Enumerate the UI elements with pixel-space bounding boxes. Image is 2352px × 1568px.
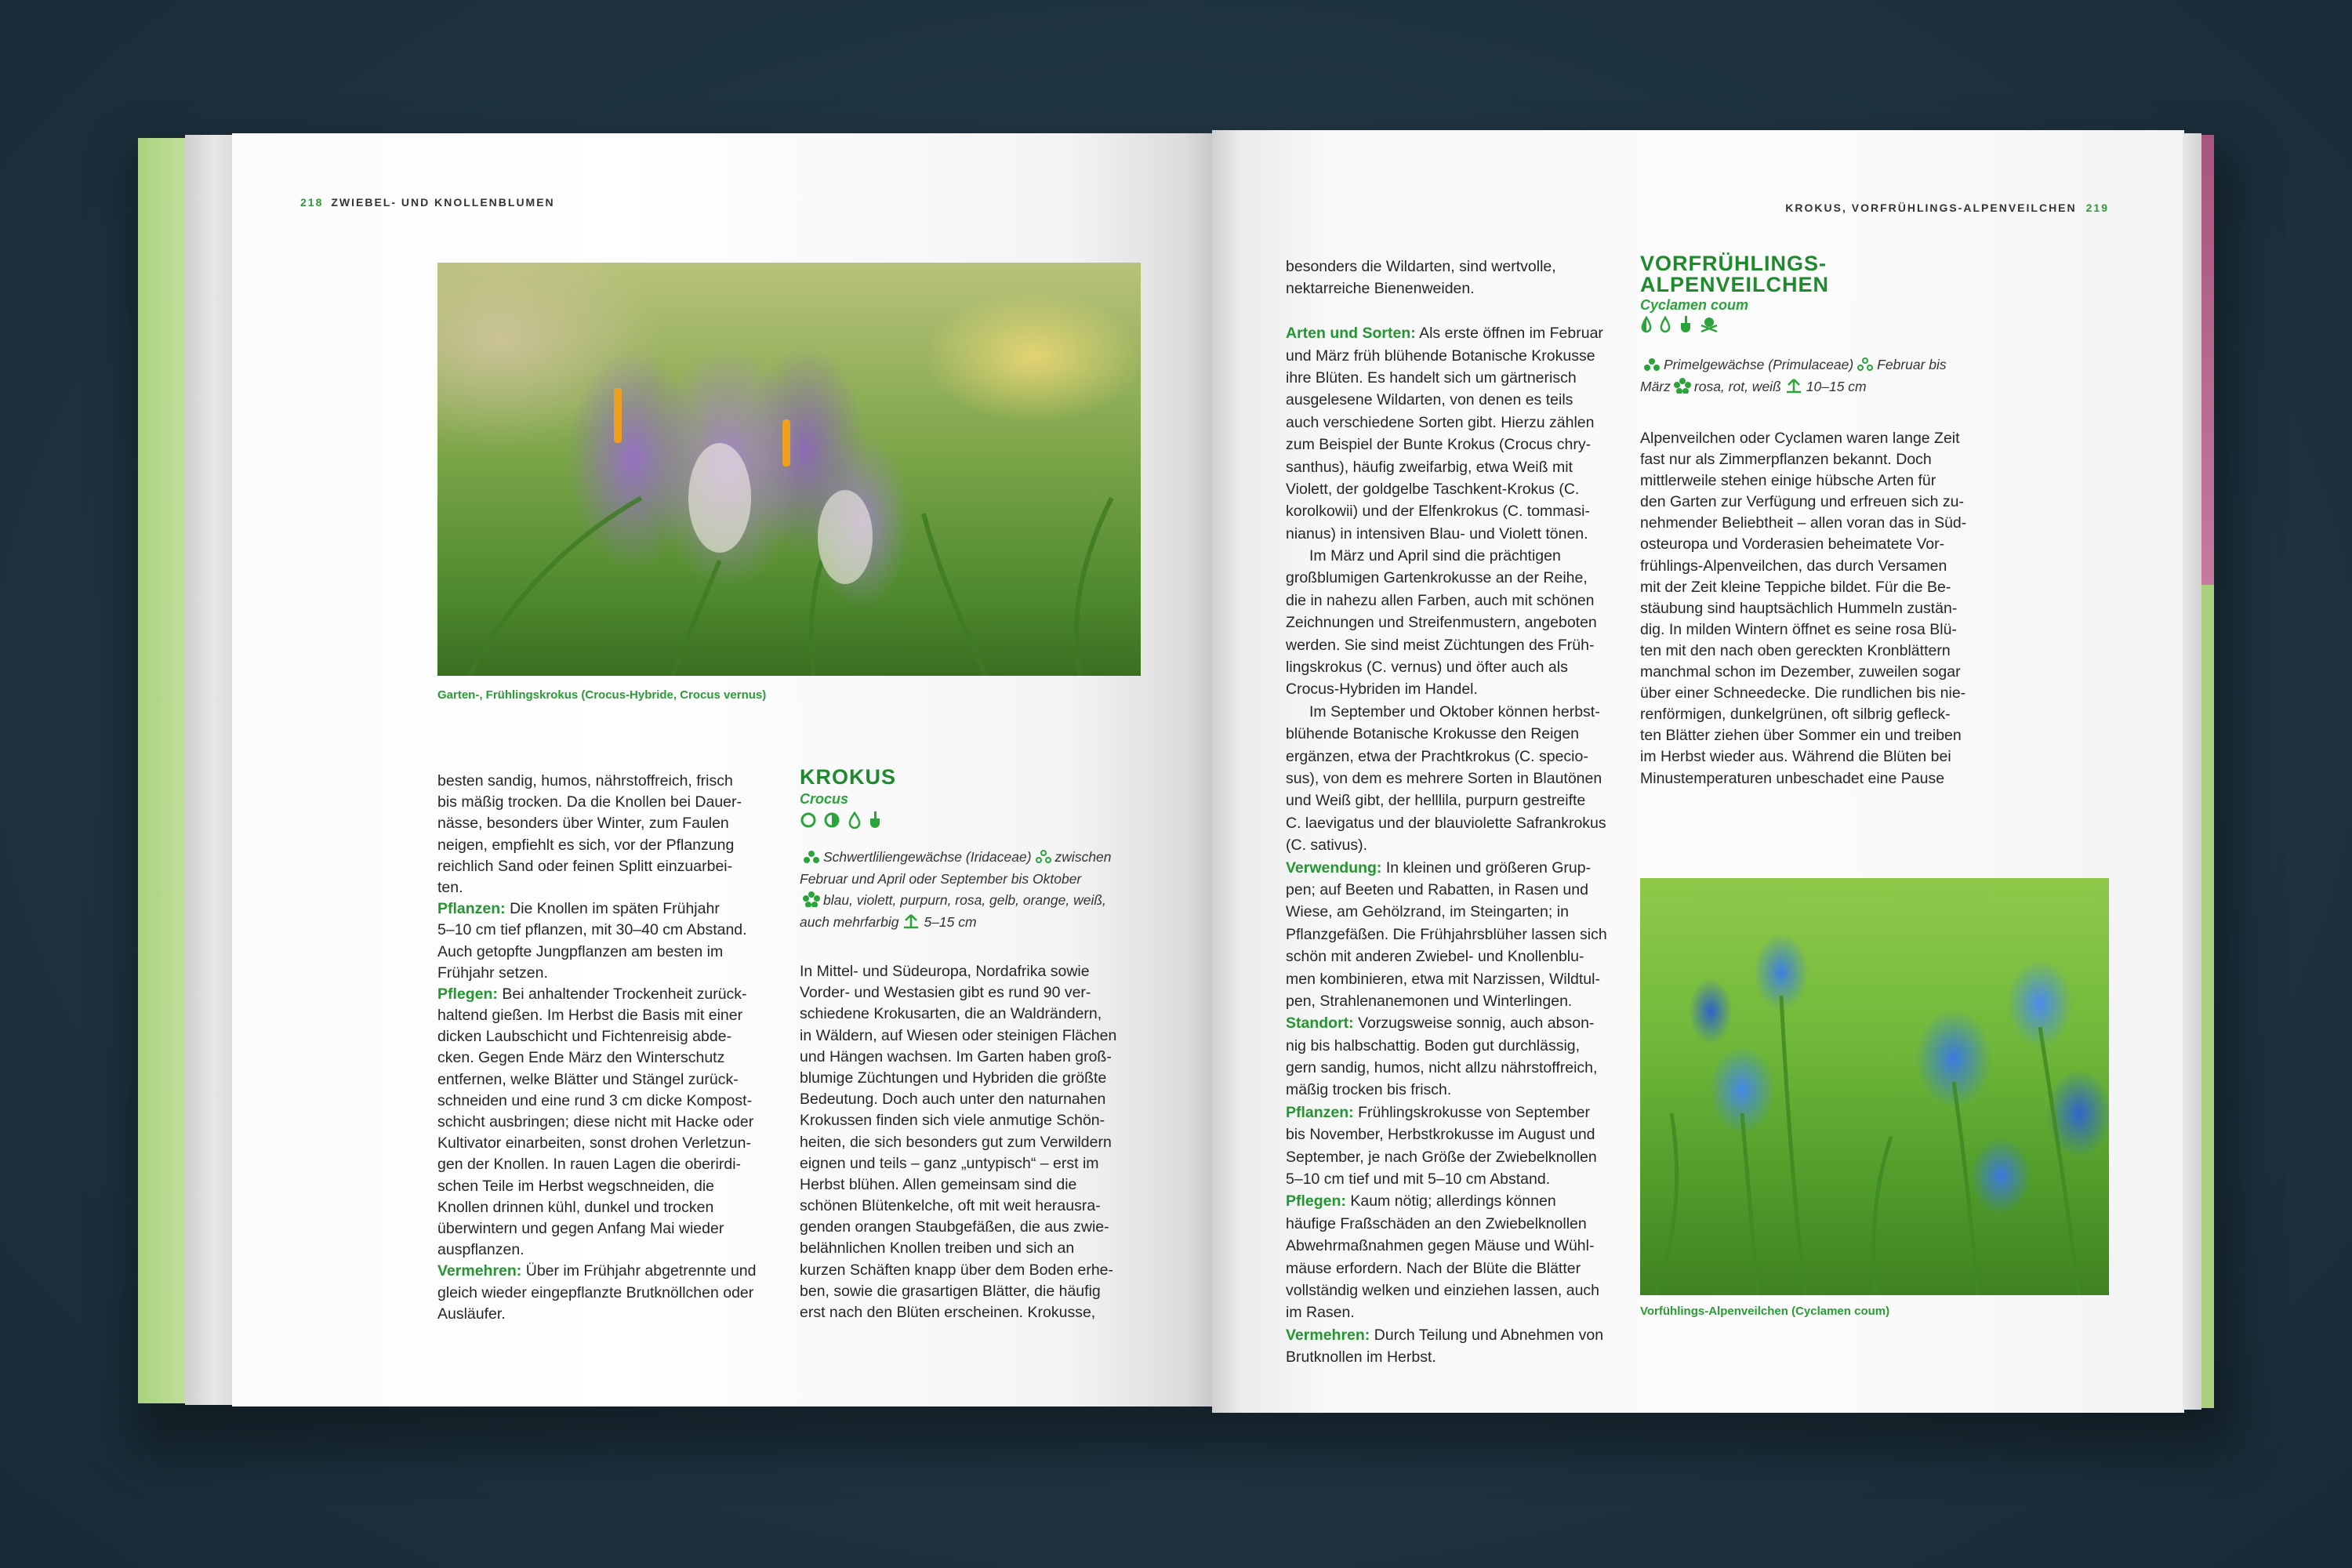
- page-stack-left: [185, 135, 234, 1405]
- cyclamen-latin-name: Cyclamen coum: [1640, 297, 1749, 313]
- text-line: [1286, 834, 1607, 856]
- krokus-colors-2: auch mehrfarbig: [800, 913, 899, 930]
- line-text: auspflanzen.: [437, 1241, 524, 1259]
- text-line: [1286, 322, 1607, 344]
- line-text: stäubung sind hauptsächlich Hummeln zustän-: [1640, 599, 1958, 617]
- cyclamen-photo-caption: Vorfühlings-Alpenveilchen (Cyclamen coum): [1640, 1305, 1890, 1318]
- line-text: Im März und April sind die prächtigen: [1309, 547, 1561, 565]
- text-line: [1286, 434, 1607, 456]
- text-line: [1286, 1012, 1607, 1034]
- text-line: [1286, 523, 1607, 545]
- plant-family-icon: [803, 850, 820, 864]
- line-text: Frühlingskrokusse von September: [1353, 1103, 1590, 1121]
- section-lead: Vermehren:: [437, 1262, 522, 1280]
- line-text: gern sandig, humos, nicht allzu nährstoffreich,: [1286, 1059, 1598, 1077]
- section-lead: Arten und Sorten:: [1286, 325, 1416, 343]
- text-line: [800, 1110, 1116, 1131]
- bloom-time-icon: [1035, 850, 1052, 864]
- cyclamen-icons: [1640, 315, 1947, 337]
- text-line: [437, 1091, 756, 1112]
- right-column-2: [1640, 428, 1966, 789]
- line-text: entfernen, welke Blätter und Stängel zurück-: [437, 1070, 739, 1088]
- text-line: [1286, 612, 1607, 633]
- line-text: bis November, Herbstkrokusse im August und: [1286, 1126, 1595, 1144]
- text-line: [1286, 300, 1607, 322]
- line-text: gleich wieder eingepflanzte Brutknöllchen oder: [437, 1283, 754, 1301]
- line-text: und Weiß gibt, der helllila, purpurn gestreifte: [1286, 792, 1586, 810]
- text-line: [437, 1283, 756, 1304]
- line-text: vollständig welken und einziehen lassen, auch: [1286, 1281, 1600, 1299]
- text-line: [1286, 389, 1607, 411]
- cover-edge-left: [138, 138, 188, 1403]
- height-icon: [1784, 378, 1803, 394]
- line-text: osteuropa und Vorderasien beheimatete Vor-: [1640, 535, 1945, 554]
- line-text: ben, sowie die grasartigen Blätter, die häufig: [800, 1282, 1101, 1300]
- line-text: Als erste öffnen im Februar: [1415, 325, 1603, 343]
- line-text: ergänzen, etwa der Prachtkrokus (C. specio-: [1286, 747, 1588, 765]
- text-line: [437, 1133, 756, 1154]
- text-line: [1286, 1035, 1607, 1057]
- text-line: [1640, 449, 1966, 470]
- text-line: [800, 1047, 1116, 1068]
- cyclamen-profile: [1640, 253, 1947, 397]
- line-text: ten mit den nach oben gereckten Kronblättern: [1640, 641, 1951, 659]
- line-text: nehmender Beliebtheit – allen voran das in Süd-: [1640, 514, 1967, 532]
- line-text: sus), von dem es mehrere Sorten in Blautönen: [1286, 769, 1602, 787]
- half-water-drop-icon: [1640, 316, 1653, 333]
- line-text: Vorder- und Westasien gibt es rund 90 ver-: [800, 984, 1091, 1002]
- text-line: [1640, 768, 1966, 789]
- section-lead: Verwendung:: [1286, 858, 1382, 877]
- text-line: [1286, 1123, 1607, 1145]
- line-text: zum Beispiel der Bunte Krokus (Crocus chry-: [1286, 436, 1592, 454]
- text-line: [800, 982, 1116, 1004]
- text-line: [1286, 1346, 1607, 1368]
- text-line: [1640, 662, 1966, 683]
- line-text: und März früh blühende Botanische Krokusse: [1286, 347, 1595, 365]
- crocus-illustration: [437, 263, 1141, 676]
- text-line: [800, 1025, 1116, 1047]
- line-text: eignen und teils – ganz „untypisch“ – erst im: [800, 1154, 1099, 1172]
- text-line: [437, 877, 756, 898]
- text-line: [1640, 598, 1966, 619]
- line-text: C. laevigatus und der blauviolette Safrankrokus: [1286, 814, 1606, 832]
- text-line: [437, 898, 756, 920]
- right-column-1: [1286, 256, 1607, 1369]
- text-line: [1286, 946, 1607, 967]
- cover-edge-right-top: [2201, 135, 2214, 585]
- text-line: [1286, 1324, 1607, 1346]
- text-line: [1640, 492, 1966, 513]
- text-line: [1286, 345, 1607, 367]
- cover-edge-right-bottom: [2201, 585, 2214, 1408]
- text-line: [1640, 513, 1966, 534]
- section-lead: Standort:: [1286, 1014, 1354, 1033]
- text-line: [1286, 367, 1607, 389]
- line-text: genden orangen Staubgefäßen, die aus zwie-: [800, 1218, 1109, 1236]
- text-line: [800, 1174, 1116, 1196]
- line-text: Wiese, am Gehölzrand, im Steingarten; in: [1286, 903, 1569, 921]
- cyclamen-colors: rosa, rot, weiß: [1693, 378, 1781, 394]
- plant-family-icon: [1643, 358, 1661, 372]
- text-line: [800, 1132, 1116, 1153]
- line-text: Pflanzgefäßen. Die Frühjahrsblüher lassen sich: [1286, 925, 1607, 943]
- line-text: die in nahezu allen Farben, auch mit schönen: [1286, 591, 1595, 609]
- text-line: [800, 1302, 1116, 1323]
- line-text: Durch Teilung und Abnehmen von: [1370, 1326, 1604, 1344]
- line-text: ihre Blüten. Es handelt sich um gärtnerisch: [1286, 368, 1577, 387]
- line-text: lingskrokus (C. vernus) und öfter auch als: [1286, 659, 1568, 677]
- page-number: 219: [2085, 201, 2109, 214]
- text-line: [437, 856, 756, 877]
- krokus-height: 5–15 cm: [924, 913, 977, 930]
- line-text: besonders die Wildarten, sind wertvolle,: [1286, 258, 1556, 275]
- flower-color-icon: [1674, 378, 1691, 394]
- text-line: [1286, 678, 1607, 700]
- text-line: [1286, 500, 1607, 522]
- line-text: Violett, der goldgelbe Taschkent-Krokus (C.: [1286, 480, 1580, 498]
- krokus-family: Schwertliliengewächse (Iridaceae): [823, 849, 1032, 865]
- line-text: blühende Botanische Krokusse den Reigen: [1286, 725, 1580, 743]
- krokus-title: KROKUS: [800, 765, 897, 789]
- line-text: häufige Fraßschäden an den Zwiebelknollen: [1286, 1214, 1587, 1232]
- line-text: im Herbst wieder aus. Während die Blüten bei: [1640, 748, 1951, 766]
- line-text: ausgelesene Wildarten, von denen es teils: [1286, 391, 1573, 409]
- line-text: Ausläufer.: [437, 1305, 506, 1323]
- line-text: cken. Gegen Ende März den Winterschutz: [437, 1049, 725, 1067]
- text-line: [437, 1261, 756, 1282]
- text-line: [800, 1238, 1116, 1259]
- cyclamen-family: Primelgewächse (Primulaceae): [1664, 357, 1854, 372]
- line-text: bis mäßig trocken. Da die Knollen bei Dauer-: [437, 793, 742, 811]
- line-text: Brutknollen im Herbst.: [1286, 1348, 1436, 1367]
- text-line: [1286, 567, 1607, 589]
- text-line: [1286, 990, 1607, 1012]
- line-text: erst nach den Blüten erscheinen. Krokusse,: [800, 1304, 1096, 1321]
- line-text: Bedeutung. Doch auch unter den naturnahen: [800, 1091, 1106, 1109]
- line-text: schiedene Krokusarten, die an Waldrändern,: [800, 1005, 1102, 1023]
- crocus-photo-caption: Garten-, Frühlingskrokus (Crocus-Hybride, Crocus vernus): [437, 688, 767, 702]
- line-text: Herbst blühen. Allen gemeinsam sind die: [800, 1175, 1077, 1193]
- line-text: renförmigen, dunkelgrünen, oft silbrig gefleck-: [1640, 706, 1951, 724]
- line-text: besten sandig, humos, nährstoffreich, frisch: [437, 772, 733, 789]
- page-number: 218: [300, 196, 324, 209]
- text-line: [437, 835, 756, 856]
- text-line: [437, 813, 756, 834]
- text-line: [437, 920, 756, 941]
- text-line: [1640, 534, 1966, 555]
- section-lead: Vermehren:: [1286, 1326, 1370, 1344]
- height-icon: [902, 913, 920, 929]
- line-text: ten Blätter ziehen über Sommer ein und treiben: [1640, 727, 1962, 745]
- cyclamen-bloom-time-1: Februar bis: [1877, 357, 1947, 372]
- text-line: [437, 1176, 756, 1197]
- text-line: [1286, 545, 1607, 567]
- left-column-1: [437, 771, 756, 1325]
- poison-icon: [1699, 316, 1719, 333]
- text-line: [437, 1005, 756, 1026]
- text-line: [1286, 879, 1607, 901]
- line-text: Über im Frühjahr abgetrennte und: [521, 1262, 757, 1280]
- line-text: men kombinieren, etwa mit Narzissen, Wildtul-: [1286, 970, 1600, 988]
- text-line: [1286, 412, 1607, 434]
- krokus-bloom-time-2: Februar und April oder September bis Oktober: [800, 870, 1082, 887]
- water-drop-icon: [848, 811, 862, 829]
- text-line: [1286, 1279, 1607, 1301]
- line-text: Auch getopfte Jungpflanzen am besten im: [437, 942, 724, 960]
- line-text: blumige Züchtungen und Hybriden die größte: [800, 1069, 1107, 1087]
- text-line: [800, 1217, 1116, 1238]
- line-text: Minustemperaturen unbeschadet eine Pause: [1640, 769, 1945, 787]
- text-line: [1286, 768, 1607, 789]
- line-text: werden. Sie sind meist Züchtungen des Früh-: [1286, 636, 1595, 654]
- line-text: nianus) in intensiven Blau- und Violett tönen.: [1286, 524, 1588, 543]
- text-line: [1286, 456, 1607, 478]
- text-line: [1286, 256, 1607, 278]
- line-text: belähnlichen Knollen treiben und sich an: [800, 1240, 1075, 1258]
- text-line: [437, 1047, 756, 1069]
- line-text: überwintern und gegen Anfang Mai wieder: [437, 1219, 724, 1237]
- line-text: Die Knollen im späten Frühjahr: [505, 900, 720, 918]
- line-text: In Mittel- und Südeuropa, Nordafrika sowie: [800, 963, 1090, 980]
- text-line: [1640, 556, 1966, 577]
- krokus-meta: [800, 847, 1112, 933]
- cyclamen-meta: [1640, 354, 1947, 397]
- line-text: neigen, empfiehlt es sich, vor der Pflanzung: [437, 836, 735, 854]
- line-text: In kleinen und größeren Grup-: [1381, 858, 1592, 877]
- text-line: [1640, 577, 1966, 598]
- text-line: [1640, 704, 1966, 725]
- text-line: [1286, 656, 1607, 678]
- text-line: [1286, 812, 1607, 834]
- line-text: Kaum nötig; allerdings können: [1345, 1192, 1556, 1210]
- text-line: [437, 1218, 756, 1240]
- line-text: gen der Knollen. In rauen Lagen die oberirdi-: [437, 1156, 742, 1174]
- section-lead: Pflegen:: [1286, 1192, 1346, 1210]
- line-text: (C. sativus).: [1286, 837, 1368, 855]
- line-text: schicht ausbringen; diese nicht mit Hacke oder: [437, 1113, 754, 1131]
- text-line: [800, 1281, 1116, 1302]
- text-line: [437, 1069, 756, 1091]
- line-text: dicken Laubschicht und Fichtenreisig abde-: [437, 1028, 732, 1046]
- text-line: [1286, 278, 1607, 299]
- text-line: [800, 1068, 1116, 1089]
- line-text: großblumigen Gartenkrokusse an der Reihe,: [1286, 569, 1588, 587]
- text-line: [1640, 746, 1966, 768]
- line-text: Bei anhaltender Trockenheit zurück-: [497, 985, 747, 1003]
- text-line: [1286, 1168, 1607, 1190]
- line-text: dig. In milden Wintern öffnet es seine rosa Blü-: [1640, 620, 1957, 638]
- cyclamen-height: 10–15 cm: [1806, 378, 1867, 394]
- text-line: [1286, 1057, 1607, 1079]
- line-text: Kultivator einarbeiten, sonst drohen Verletzun-: [437, 1134, 751, 1152]
- text-line: [437, 1112, 756, 1133]
- line-text: schönen Blütenkelche, oft mit weit herausra-: [800, 1197, 1101, 1215]
- line-text: über einer Schneedecke. Die rundlichen bis nie-: [1640, 684, 1966, 702]
- section-lead: Pflegen:: [437, 985, 498, 1003]
- text-line: [1640, 683, 1966, 704]
- text-line: [1286, 1079, 1607, 1101]
- line-text: kurzen Schäften knapp über dem Boden erhe-: [800, 1261, 1114, 1279]
- line-text: Im September und Oktober können herbst-: [1309, 702, 1600, 720]
- line-text: haltend gießen. Im Herbst die Basis mit einer: [437, 1007, 743, 1025]
- blue-flower-illustration: [1640, 878, 2109, 1295]
- text-line: [437, 1154, 756, 1175]
- text-line: [800, 1260, 1116, 1281]
- text-line: [1286, 924, 1607, 946]
- text-line: [437, 1026, 756, 1047]
- running-head-text: ZWIEBEL- UND KNOLLENBLUMEN: [331, 196, 555, 209]
- line-text: schneiden und eine rund 3 cm dicke Kompost-: [437, 1091, 753, 1109]
- text-line: [437, 1240, 756, 1261]
- text-line: [1286, 1190, 1607, 1212]
- text-line: [437, 984, 756, 1005]
- text-line: [1286, 901, 1607, 923]
- text-line: [800, 1089, 1116, 1110]
- line-text: pen; auf Beeten und Rabatten, in Rasen und: [1286, 880, 1588, 898]
- krokus-bloom-time-1: zwischen: [1054, 849, 1112, 865]
- line-text: auch verschiedene Sorten gibt. Hierzu zählen: [1286, 413, 1595, 431]
- line-text: den Garten zur Verfügung und erfreuen sich zu-: [1640, 493, 1965, 511]
- text-line: [1286, 857, 1607, 879]
- line-text: nektarreiche Bienenweiden.: [1286, 280, 1475, 298]
- krokus-latin-name: Crocus: [800, 791, 849, 807]
- line-text: in Wäldern, auf Wiesen oder steinigen Flächen: [800, 1026, 1117, 1044]
- text-line: [1286, 1102, 1607, 1123]
- text-line: [1286, 723, 1607, 745]
- line-text: 5–10 cm tief pflanzen, mit 30–40 cm Abstand.: [437, 921, 747, 939]
- line-text: und Hängen wachsen. Im Garten haben groß-: [800, 1047, 1112, 1065]
- line-text: Krokussen finden sich viele anmutige Schön-: [800, 1112, 1105, 1130]
- line-text: im Rasen.: [1286, 1304, 1355, 1322]
- text-line: [1286, 590, 1607, 612]
- section-lead: Pflanzen:: [1286, 1103, 1354, 1121]
- text-line: [1286, 1301, 1607, 1323]
- line-text: schön mit anderen Zwiebel- und Knollenblu-: [1286, 948, 1584, 966]
- line-text: Zeichnungen und Streifenmustern, angeboten: [1286, 614, 1597, 632]
- crocus-photo: [437, 263, 1141, 676]
- page-stack-right: [2183, 133, 2201, 1410]
- cyclamen-bloom-time-2: März: [1640, 378, 1671, 394]
- sun-icon: [800, 811, 817, 829]
- half-shade-icon: [823, 811, 840, 829]
- line-text: Crocus-Hybriden im Handel.: [1286, 681, 1478, 699]
- line-text: Abwehrmaßnahmen gegen Mäuse und Wühl-: [1286, 1237, 1595, 1255]
- line-text: ten.: [437, 878, 463, 896]
- trowel-icon: [868, 811, 882, 829]
- line-text: fast nur als Zimmerpflanzen bekannt. Doch: [1640, 451, 1932, 469]
- text-line: [437, 792, 756, 813]
- text-line: [800, 1004, 1116, 1025]
- running-head-text: KROKUS, VORFRÜHLINGS-ALPENVEILCHEN: [1785, 201, 2077, 214]
- left-column-2: [800, 961, 1116, 1323]
- line-text: nässe, besonders über Winter, zum Faulen: [437, 815, 729, 833]
- text-line: [437, 771, 756, 792]
- cyclamen-title-line-1: VORFRÜHLINGS-: [1640, 252, 1827, 275]
- text-line: [1640, 619, 1966, 641]
- line-text: Vorzugsweise sonnig, auch abson-: [1353, 1014, 1595, 1033]
- line-text: korolkowii) und der Elfenkrokus (C. tommasi-: [1286, 503, 1590, 521]
- text-line: [1640, 641, 1966, 662]
- flower-color-icon: [803, 891, 820, 907]
- text-line: [1286, 789, 1607, 811]
- cyclamen-photo: [1640, 878, 2109, 1295]
- line-text: 5–10 cm tief und mit 5–10 cm Abstand.: [1286, 1171, 1551, 1189]
- text-line: [1286, 634, 1607, 656]
- text-line: [1286, 478, 1607, 500]
- text-line: [1286, 701, 1607, 723]
- text-line: [437, 942, 756, 963]
- text-line: [1640, 725, 1966, 746]
- line-text: schen Teile im Herbst wegschneiden, die: [437, 1177, 714, 1195]
- running-head-left: [300, 196, 555, 209]
- line-text: mäßig trocken bis frisch.: [1286, 1081, 1452, 1099]
- line-text: mit der Zeit kleine Teppiche bildet. Für die Be-: [1640, 578, 1951, 596]
- line-text: frühlings-Alpenveilchen, das durch Versamen: [1640, 557, 1947, 575]
- text-line: [1286, 968, 1607, 990]
- line-text: manchmal schon im Dezember, zuweilen sogar: [1640, 663, 1961, 681]
- text-line: [800, 961, 1116, 982]
- line-text: nig bis halbschattig. Boden gut durchlässig,: [1286, 1036, 1581, 1054]
- line-text: mäuse erfordern. Nach der Blüte die Blätter: [1286, 1259, 1581, 1277]
- line-text: Knollen drinnen kühl, dunkel und trocken: [437, 1198, 714, 1216]
- line-text: santhus), häufig zweifarbig, etwa Weiß mit: [1286, 458, 1573, 476]
- krokus-icons: [800, 811, 1112, 833]
- line-text: heiten, die sich besonders gut zum Verwildern: [800, 1133, 1112, 1151]
- line-text: September, je nach Größe der Zwiebelknollen: [1286, 1148, 1597, 1166]
- trowel-icon: [1679, 315, 1693, 334]
- text-line: [800, 1153, 1116, 1174]
- text-line: [1286, 1146, 1607, 1168]
- text-line: [1286, 1213, 1607, 1235]
- text-line: [1286, 1235, 1607, 1257]
- text-line: [437, 963, 756, 984]
- krokus-colors-1: blau, violett, purpurn, rosa, gelb, orange, weiß,: [823, 892, 1106, 908]
- bloom-time-icon: [1857, 358, 1874, 372]
- text-line: [437, 1197, 756, 1218]
- text-line: [1286, 1258, 1607, 1279]
- text-line: [1640, 470, 1966, 492]
- line-text: reichlich Sand oder feinen Splitt einzuarbei-: [437, 857, 733, 875]
- cyclamen-title-line-2: ALPENVEILCHEN: [1640, 273, 1830, 296]
- line-text: Alpenveilchen oder Cyclamen waren lange Zeit: [1640, 430, 1960, 447]
- text-line: [800, 1196, 1116, 1217]
- text-line: [1286, 746, 1607, 768]
- line-text: pen, Strahlenanemonen und Winterlingen.: [1286, 992, 1573, 1010]
- line-text: Frühjahr setzen.: [437, 964, 548, 982]
- section-lead: Pflanzen:: [437, 900, 506, 918]
- water-drop-icon: [1659, 316, 1671, 333]
- line-text: mittlerweile stehen einige hübsche Arten für: [1640, 472, 1936, 490]
- text-line: [437, 1304, 756, 1325]
- running-head-right: [1785, 201, 2109, 214]
- krokus-profile: [800, 767, 1112, 933]
- text-line: [1640, 428, 1966, 449]
